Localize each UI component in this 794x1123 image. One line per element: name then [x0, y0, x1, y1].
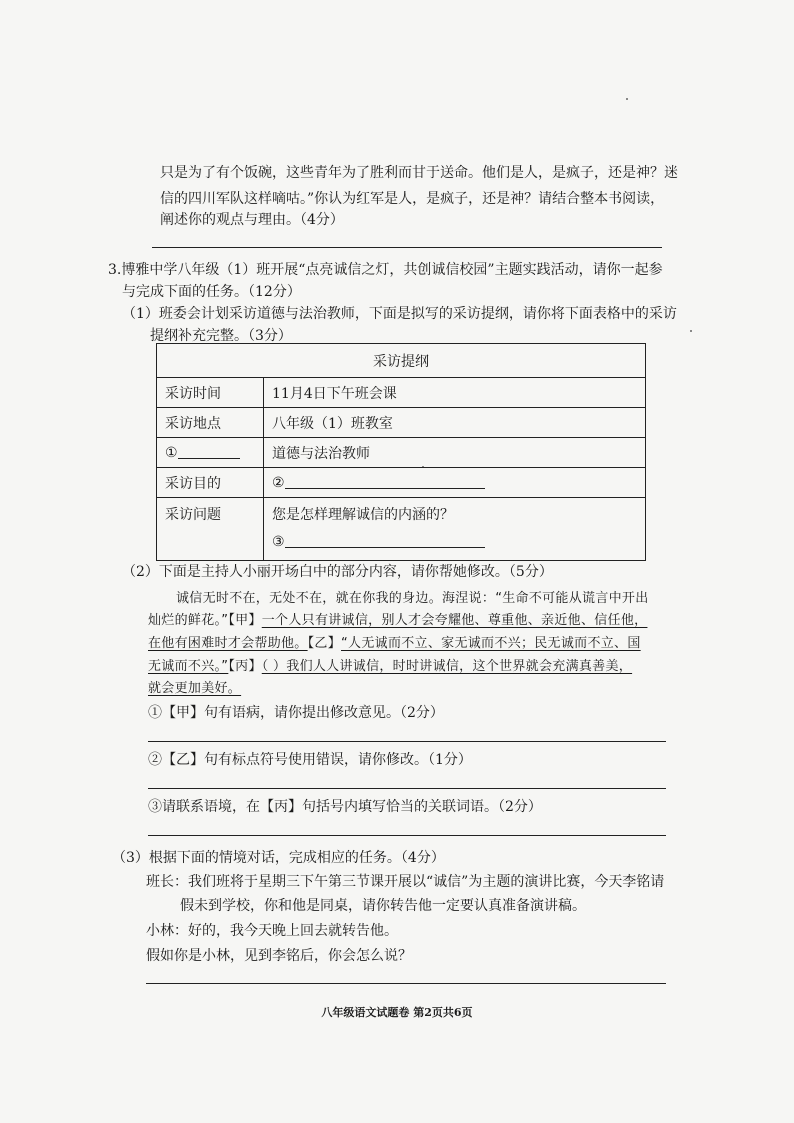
- q2-text-line: 只是为了有个饭碗，这些青年为了胜利而甘于送命。他们是人，是疯子，还是神？迷: [160, 165, 678, 181]
- row-value: 八年级（1）班教室: [264, 408, 646, 438]
- row-value: 11月4日下午班会课: [264, 378, 646, 408]
- row-label: 采访目的: [157, 468, 264, 498]
- q3-intro-line: 与完成下面的任务。（12分）: [122, 284, 301, 300]
- row-label: 采访问题: [157, 498, 264, 561]
- answer-line[interactable]: [148, 835, 666, 836]
- q3-part1-prompt: （1）班委会计划采访道德与法治教师，下面是拟写的采访提纲，请你将下面表格中的采访: [122, 306, 677, 322]
- scan-speck: [626, 98, 628, 100]
- answer-line[interactable]: [152, 247, 662, 248]
- q3-part3-prompt: （3）根据下面的情境对话，完成相应的任务。（4分）: [112, 850, 445, 866]
- sentence-yi: “人无诚而不立、家无诚而不兴；民无诚而不立、国: [341, 636, 641, 651]
- passage-line: [148, 657, 632, 677]
- interview-outline-table: [156, 343, 646, 561]
- table-row: [157, 468, 646, 498]
- sentence-yi-cont: 无诚而不兴。”: [148, 659, 229, 674]
- passage-line: 诚信无时不在，无处不在，就在你我的身边。海涅说：“生命不可能从谎言中开出: [176, 591, 649, 606]
- q3-part2-prompt: （2）下面是主持人小丽开场白中的部分内容，请你帮她修改。（5分）: [122, 564, 553, 580]
- label-bing: 【丙】: [228, 659, 262, 674]
- label-yi: 【乙】: [307, 636, 342, 651]
- table-row: [157, 438, 646, 468]
- table-title: 采访提纲: [157, 344, 646, 378]
- scan-speck: [690, 330, 692, 332]
- dialogue-monitor: 班长：我们班将于星期三下午第三节课开展以“诚信”为主题的演讲比赛，今天李铭请: [146, 874, 665, 890]
- interview-question: 您是怎样理解诚信的内涵的？: [272, 507, 454, 523]
- sentence-jia: 一个人只有讲诚信，别人才会夸耀他、尊重他、亲近他、信任他，: [261, 613, 648, 628]
- passage-text: 灿烂的鲜花。”【甲】: [148, 613, 262, 628]
- table-row: [157, 378, 646, 408]
- sentence-jia-cont: 在他有困难时才会帮助他。: [148, 636, 308, 651]
- page-footer: 八年级语文试题卷 第2页共6页: [321, 1006, 473, 1019]
- blank-cell-1[interactable]: [157, 438, 264, 468]
- q2-text-line: 阐述你的观点与理由。（4分）: [160, 212, 344, 228]
- table-row: [157, 498, 646, 561]
- q3-part1-prompt: 提纲补充完整。（3分）: [150, 328, 292, 344]
- subquestion-1: ①【甲】句有语病，请你提出修改意见。（2分）: [148, 705, 444, 721]
- subquestion-3: ③请联系语境，在【丙】句括号内填写恰当的关联词语。（2分）: [148, 799, 542, 815]
- answer-line[interactable]: [148, 741, 666, 742]
- subquestion-2: ②【乙】句有标点符号使用错误，请你修改。（1分）: [148, 752, 472, 768]
- blank-marker: ①: [165, 445, 178, 461]
- row-label: 采访地点: [157, 408, 264, 438]
- blank-cell-2[interactable]: [264, 468, 646, 498]
- blank-marker: ②: [272, 475, 285, 491]
- sentence-bing: （ ）我们人人讲诚信，时时讲诚信，这个世界就会充满真善美，: [261, 659, 633, 674]
- dialogue-xiaolin: 小林：好的，我今天晚上回去就转告他。: [146, 923, 398, 939]
- passage-line: [148, 611, 647, 631]
- answer-line[interactable]: [148, 788, 666, 789]
- sentence-bing-cont: 就会更加美好。: [148, 681, 242, 696]
- part3-question: 假如你是小林，见到李铭后，你会怎么说？: [146, 948, 412, 964]
- q3-intro-line: 3.博雅中学八年级（1）班开展“点亮诚信之灯，共创诚信校园”主题实践活动，请你一起参: [108, 262, 663, 278]
- row-value: 道德与法治教师: [264, 438, 646, 468]
- row-value-multi: [264, 498, 646, 561]
- answer-line[interactable]: [146, 983, 666, 984]
- fill-blank[interactable]: [285, 474, 485, 489]
- fill-blank[interactable]: [285, 533, 485, 548]
- row-label: 采访时间: [157, 378, 264, 408]
- q2-text-line: 信的四川军队这样嘀咕。”你认为红军是人，是疯子，还是神？请结合整本书阅读，: [160, 191, 665, 207]
- blank-marker: ③: [272, 534, 285, 550]
- table-row: [157, 408, 646, 438]
- fill-blank[interactable]: [178, 444, 240, 459]
- blank-cell-3[interactable]: [272, 533, 637, 550]
- passage-line: [148, 634, 641, 654]
- dialogue-monitor-cont: 假未到学校，你和他是同桌，请你转告他一定要认真准备演讲稿。: [180, 898, 586, 914]
